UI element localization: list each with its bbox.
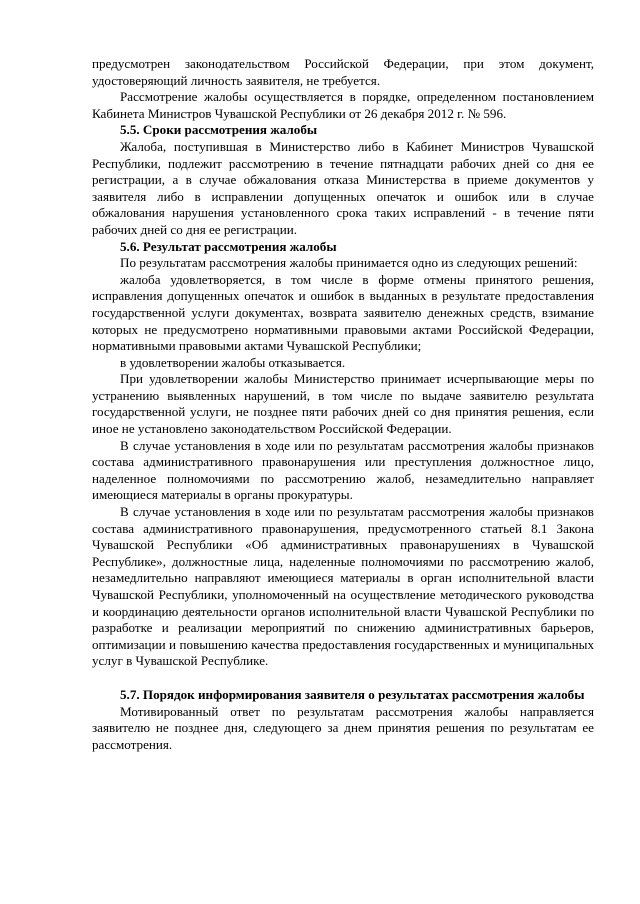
section-gap [92,670,594,687]
document-page [92,56,594,753]
paragraph-decision-satisfied: жалоба удовлетворяется, в том числе в форме отмены принятого решения, исправления допущенных опечаток и ошибок в выданных в результате предоставления государственной услуги документах, возврата заявителю денежных средств, взимание которых не предусмотрено нормативными правовыми актами Российской Федерации, нормативными правовыми актами Чувашской Республики; [92,271,594,354]
paragraph-intro-continuation: предусмотрен законодательством Российской Федерации, при этом документ, удостоверяющий личность заявителя, не требуется. [92,56,594,88]
paragraph-review-terms: Жалоба, поступившая в Министерство либо в Кабинет Министров Чувашской Республики, подлежит рассмотрению в течение пятнадцати рабочих дней со дня ее регистрации, а в случае обжалования отказа Министерства в приеме документов у заявителя либо в исправлении допущенных опечаток и ошибок или в случае обжалования нарушения установленного срока таких исправлений - в течение пяти рабочих дней со дня ее регистрации. [92,138,594,237]
paragraph-satisfaction-measures: При удовлетворении жалобы Министерство принимает исчерпывающие меры по устранению выявленных нарушений, в том числе по выдаче заявителю результата государственной услуги, не позднее пяти рабочих дней со дня принятия решения, если иное не установлено законодательством Российской Федерации. [92,371,594,437]
section-heading-5-5: 5.5. Сроки рассмотрения жалобы [120,122,318,138]
section-heading-5-7: 5.7. Порядок информирования заявителя о результатах рассмотрения жалобы [120,686,585,702]
section-heading-5-6: 5.6. Результат рассмотрения жалобы [120,238,337,254]
paragraph-decision-refused: в удовлетворении жалобы отказывается. [120,354,346,370]
paragraph-motivated-answer: Мотивированный ответ по результатам рассмотрения жалобы направляется заявителю не позднее дня, следующего за днем принятия решения по результатам ее рассмотрения. [92,703,594,752]
paragraph-prosecutor-referral: В случае установления в ходе или по результатам рассмотрения жалобы признаков состава административного правонарушения или преступления должностное лицо, наделенное полномочиями по рассмотрению жалоб, незамедлительно направляет имеющиеся материалы в органы прокуратуры. [92,437,594,503]
paragraph-administrative-referral: В случае установления в ходе или по результатам рассмотрения жалобы признаков состава административного правонарушения, предусмотренного статьей 8.1 Закона Чувашской Республики «Об административных правонарушениях в Чувашской Республике», должностные лица, наделенные полномочиями по рассмотрению жалоб, незамедлительно направляют имеющиеся материалы в орган исполнительной власти Чувашской Республики, уполномоченный на осуществление методического руководства и координацию деятельности органов исполнительной власти Чувашской Республики по разработке и реализации мероприятий по снижению административных барьеров, оптимизации и повышению качества предоставления государственных и муниципальных услуг в Чувашской Республике. [92,504,594,669]
paragraph-review-order: Рассмотрение жалобы осуществляется в порядке, определенном постановлением Кабинета Министров Чувашской Республики от 26 декабря 2012 г. № 596. [92,89,594,121]
paragraph-decisions-intro: По результатам рассмотрения жалобы принимается одно из следующих решений: [120,255,578,271]
